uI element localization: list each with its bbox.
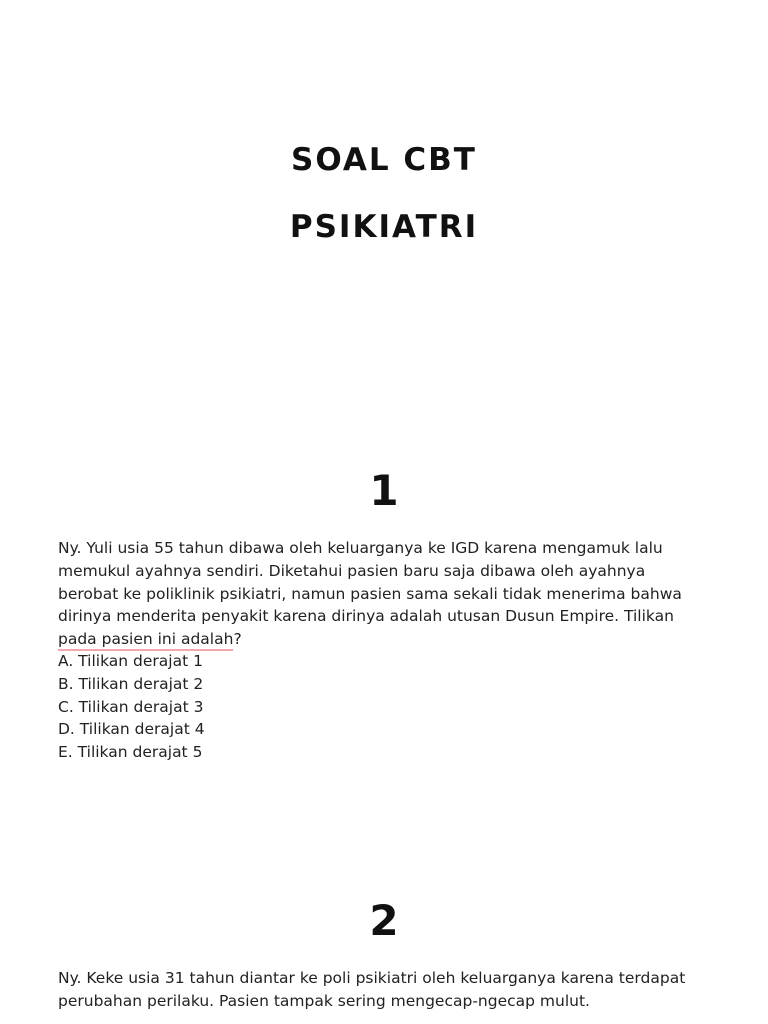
answer-option-e: E. Tilikan derajat 5: [58, 743, 203, 762]
question-number: 1: [369, 466, 399, 515]
question-text: [58, 537, 710, 651]
document-title: SOAL CBT: [291, 142, 477, 178]
question-underlined-phrase: pada pasien ini adalah: [58, 630, 233, 651]
answer-option-c: C. Tilikan derajat 3: [58, 697, 204, 716]
answer-option-a: A. Tilikan derajat 1: [58, 652, 203, 670]
answer-option-d: D. Tilikan derajat 4: [58, 720, 205, 739]
answer-options: [58, 650, 205, 764]
question-text-main: Ny. Yuli usia 55 tahun dibawa oleh keluarganya ke IGD karena mengamuk lalu memukul ayahnya sendiri. Diketahui pasien baru saja dibawa oleh ayahnya berobat ke poliklinik psikiatri, namun pasien sama sekali tidak menerima bahwa dirinya menderita penyakit karena dirinya adalah utusan Dusun Empire. Tilikan: [58, 539, 682, 626]
question-text: Ny. Keke usia 31 tahun diantar ke poli psikiatri oleh keluarganya karena terdapat perubahan perilaku. Pasien tampak sering mengecap-ngecap mulut.: [58, 969, 686, 1010]
question-mark: ?: [233, 630, 242, 649]
question-number: 2: [369, 896, 399, 945]
document-subtitle: PSIKIATRI: [289, 209, 479, 245]
answer-option-b: B. Tilikan derajat 2: [58, 674, 204, 693]
